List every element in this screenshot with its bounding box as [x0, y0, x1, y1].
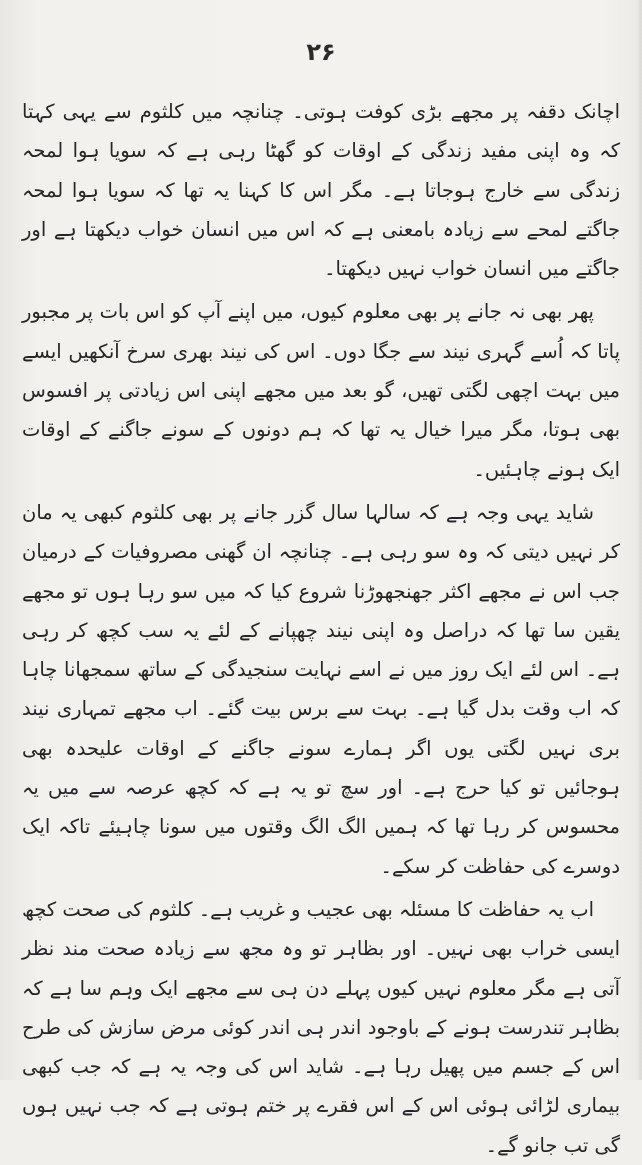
paragraph-1: اچانک دقفہ پر مجھے بڑی کوفت ہوتی۔ چنانچہ میں کلثوم سے یہی کہتا کہ وہ اپنی مفید زندگی کے اوقات کو گھٹا رہی ہے کہ سویا ہوا لمحہ زندگی سے خارج ہوجاتا ہے۔ مگر اس کا کہنا یہ تھا کہ سویا ہوا لمحہ جاگتے لمحے سے زیادہ بامعنی ہے کہ اس میں انسان خواب دیکھتا ہے اور جاگتے میں انسان خواب نہیں دیکھتا۔	[22, 100, 620, 281]
paragraph-2: پھر بھی نہ جانے پر بھی معلوم کیوں، میں اپنے آپ کو اس بات پر مجبور پاتا کہ اُسے گہری نیند سے جگا دوں۔ اس کی نیند بھری سرخ آنکھیں ایسے میں بہت اچھی لگتی تھیں، گو بعد میں مجھے اپنی اس زیادتی پر افسوس بھی ہوتا، مگر میرا خیال یہ تھا کہ ہم دونوں کے سونے جاگنے کے اوقات ایک ہونے چاہئیں۔	[22, 300, 620, 481]
paragraph-4: اب یہ حفاظت کا مسئلہ بھی عجیب و غریب ہے۔ کلثوم کی صحت کچھ ایسی خراب بھی نہیں۔ اور بظاہر تو وہ مجھ سے زیادہ صحت مند نظر آتی ہے مگر معلوم نہیں کیوں پہلے دن ہی سے مجھے ایک وہم سا ہے کہ بظاہر تندرست ہونے کے باوجود اندر ہی اندر کوئی مرض سازش کی طرح اس کے جسم میں پھیل رہا ہے۔ شاید اس کی وجہ یہ ہے کہ جب کبھی بیماری لڑائی ہوئی اس کے اس فقرے پر ختم ہوتی ہے کہ جب نہیں ہوں گی تب جانو گے۔	[22, 897, 620, 1157]
page-number: ۲۶	[306, 38, 336, 66]
page-text-body	[22, 92, 620, 1165]
page-edge-shadow	[637, 0, 642, 1080]
paragraph-3: شاید یہی وجہ ہے کہ سالہا سال گزر جانے پر بھی کلثوم کبھی یہ مان کر نہیں دیتی کہ وہ سو رہی ہے۔ چنانچہ ان گھنی مصروفیات کے درمیان جب اس نے مجھے اکثر جھنجھوڑنا شروع کیا کہ میں سو رہا ہوں تو مجھے یقین سا تھا کہ دراصل وہ اپنی نیند چھپانے کے لئے یہ سب کچھ کر رہی ہے۔ اس لئے ایک روز میں نے اسے نہایت سنجیدگی کے ساتھ سمجھانا چاہا کہ اب وقت بدل گیا ہے۔ بہت سے برس بیت گئے۔ اب مجھے تمہاری نیند بری نہیں لگتی یوں اگر ہمارے سونے جاگنے کے اوقات علیحدہ بھی ہوجائیں تو کیا حرج ہے۔ اور سچ تو یہ ہے کہ کچھ عرصہ سے میں یہ محسوس کر رہا تھا کہ ہمیں الگ الگ وقتوں میں سونا چاہیئے تاکہ ایک دوسرے کی حفاظت کر سکے۔	[22, 500, 620, 878]
